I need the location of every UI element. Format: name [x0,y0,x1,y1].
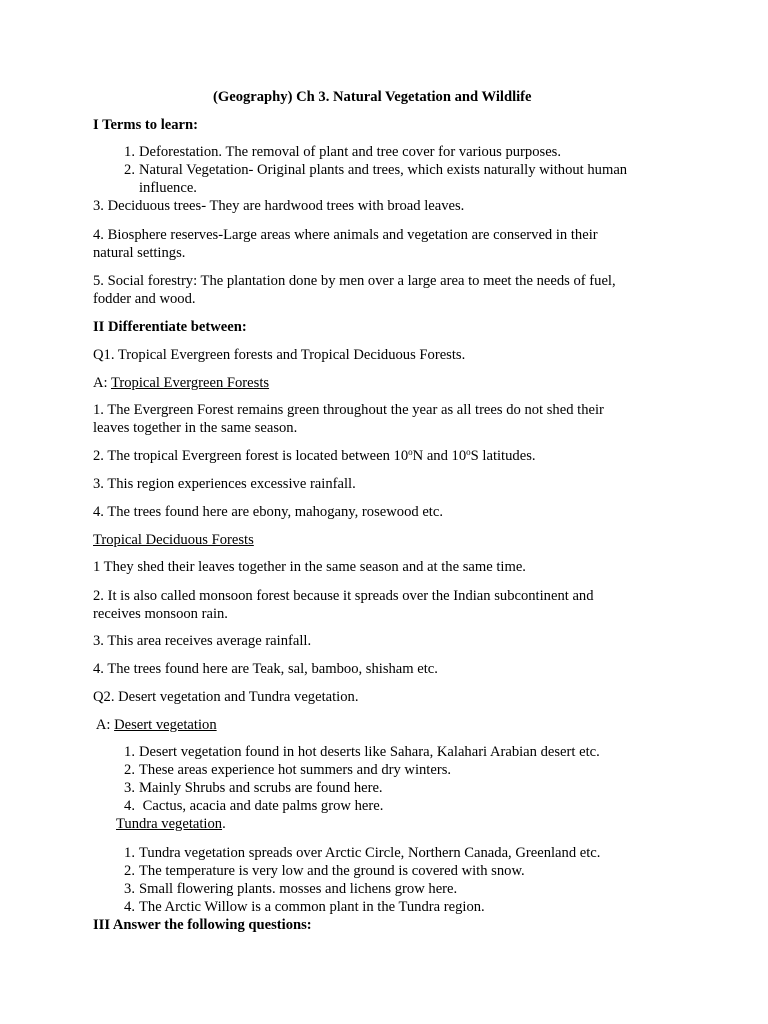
evergreen-point-2 [93,447,536,465]
list-number: 2. [124,762,135,778]
deciduous-heading: Tropical Deciduous Forests [93,532,254,548]
list-number: 4. [124,899,135,915]
answer-1-heading [93,374,269,392]
document-title: (Geography) Ch 3. Natural Vegetation and Wildlife [213,89,532,105]
list-item [113,862,525,880]
degree-sup: o [408,447,413,457]
desert-heading: Desert vegetation [114,717,217,733]
degree-sup: o [466,447,471,457]
term-natural-vegetation: Natural Vegetation- Original plants and trees, which exists naturally without human [139,162,628,178]
term-natural-vegetation-cont: influence. [139,180,197,196]
section-heading-differentiate: II Differentiate between: [93,319,247,335]
list-number: 1. [124,845,135,861]
desert-point: Mainly Shrubs and scrubs are found here. [139,780,383,796]
list-number: 3. [124,780,135,796]
list-item [113,844,600,862]
tundra-point: The temperature is very low and the ground is covered with snow. [139,863,525,879]
deciduous-point-1: 1 They shed their leaves together in the same season and at the same time. [93,559,526,575]
evergreen-point-1-cont: leaves together in the same season. [93,420,298,436]
term-deforestation: Deforestation. The removal of plant and tree cover for various purposes. [139,144,561,160]
term-biosphere-reserves: 4. Biosphere reserves-Large areas where animals and vegetation are conserved in their [93,227,598,243]
evergreen-point-3: 3. This region experiences excessive rainfall. [93,476,356,492]
list-number: 2. [124,863,135,879]
desert-point: Cactus, acacia and date palms grow here. [139,798,384,814]
list-number: 4. [124,798,135,814]
answer-prefix: A: [93,717,115,733]
list-item [113,898,485,916]
tundra-heading-line [116,815,226,833]
list-number: 3. [124,881,135,897]
term-biosphere-reserves-cont: natural settings. [93,245,186,261]
list-item [113,779,383,797]
evergreen-point-2-part: N and 10 [412,448,467,464]
evergreen-point-2-part: 2. The tropical Evergreen forest is located between 10 [93,448,409,464]
answer-2-heading [93,716,217,734]
evergreen-point-2-part: S latitudes. [470,448,536,464]
list-item [113,797,383,815]
section-heading-questions: III Answer the following questions: [93,917,312,933]
evergreen-point-4: 4. The trees found here are ebony, mahogany, rosewood etc. [93,504,443,520]
question-1: Q1. Tropical Evergreen forests and Tropical Deciduous Forests. [93,347,466,363]
term-social-forestry: 5. Social forestry: The plantation done by men over a large area to meet the needs of fuel, [93,273,616,289]
desert-point: These areas experience hot summers and dry winters. [139,762,452,778]
list-item [113,143,561,161]
question-2: Q2. Desert vegetation and Tundra vegetation. [93,689,359,705]
list-item [113,743,600,761]
section-heading-terms: I Terms to learn: [93,117,198,133]
tundra-point: Small flowering plants. mosses and lichens grow here. [139,881,458,897]
list-item [113,880,457,898]
deciduous-point-3: 3. This area receives average rainfall. [93,633,312,649]
list-number: 1. [124,744,135,760]
desert-point: Desert vegetation found in hot deserts like Sahara, Kalahari Arabian desert etc. [139,744,600,760]
evergreen-point-1: 1. The Evergreen Forest remains green throughout the year as all trees do not shed their [93,402,604,418]
evergreen-heading: Tropical Evergreen Forests [110,375,270,391]
tundra-heading: Tundra vegetation [116,816,223,832]
deciduous-point-2: 2. It is also called monsoon forest because it spreads over the Indian subcontinent and [93,588,594,604]
list-number: 2. [124,162,135,178]
tundra-point: The Arctic Willow is a common plant in the Tundra region. [139,899,485,915]
term-social-forestry-cont: fodder and wood. [93,291,196,307]
answer-prefix: A: [93,375,111,391]
tundra-heading-period: . [222,816,226,832]
deciduous-point-2-cont: receives monsoon rain. [93,606,228,622]
deciduous-point-4: 4. The trees found here are Teak, sal, bamboo, shisham etc. [93,661,438,677]
list-number: 1. [124,144,135,160]
list-item [113,761,451,779]
term-deciduous-trees: 3. Deciduous trees- They are hardwood trees with broad leaves. [93,198,465,214]
tundra-point: Tundra vegetation spreads over Arctic Circle, Northern Canada, Greenland etc. [139,845,601,861]
list-item [113,161,627,179]
